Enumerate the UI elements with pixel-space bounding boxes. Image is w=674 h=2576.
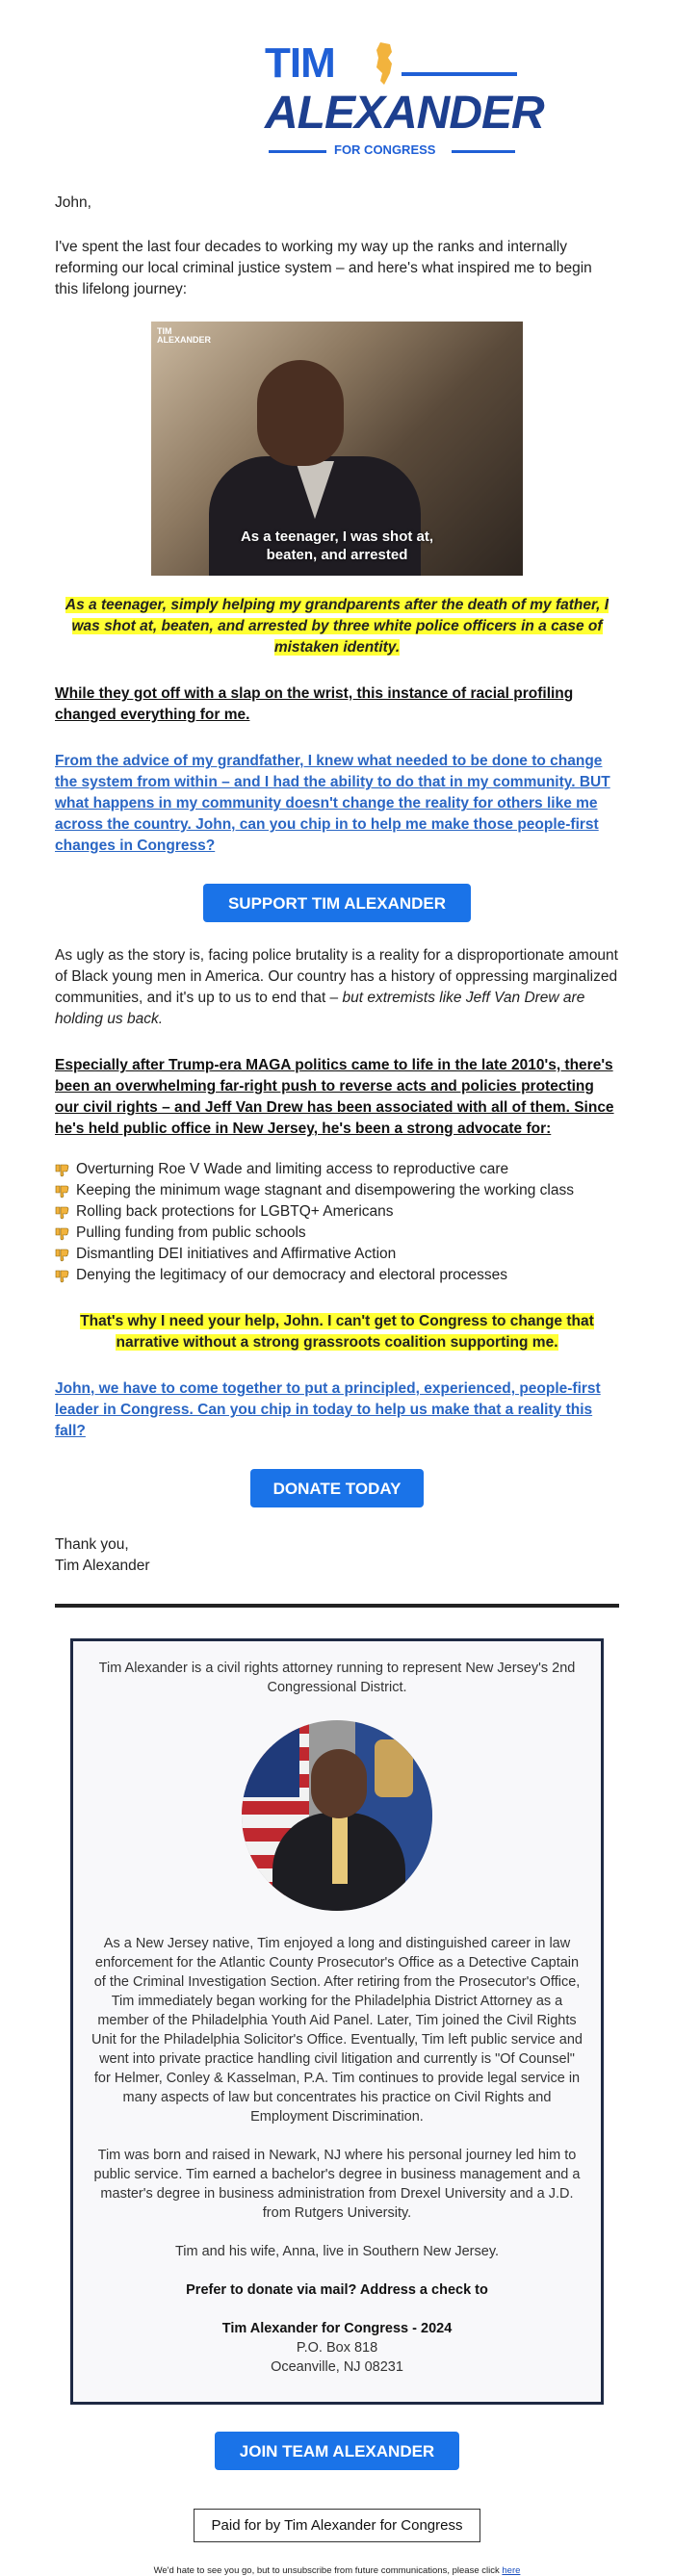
video-person-head (257, 360, 344, 466)
support-button[interactable]: SUPPORT TIM ALEXANDER (203, 884, 471, 922)
greeting: John, (55, 194, 91, 211)
thumbs-down-icon (55, 1162, 70, 1177)
logo-tagline-rule-left (269, 150, 326, 153)
video-caption: As a teenager, I was shot at, beaten, and arrested (240, 528, 434, 563)
thumbs-down-icon (55, 1268, 70, 1283)
paid-for-disclaimer: Paid for by Tim Alexander for Congress (194, 2509, 480, 2542)
list-item-text: Denying the legitimacy of our democracy and electoral processes (76, 1267, 508, 1283)
bio-box (70, 1638, 604, 2405)
email-container (55, 0, 619, 2576)
highlight-story-text: As a teenager, simply helping my grandparents after the death of my father, I was shot at, beaten, and arrested by three white police officers in a case of mistaken identity. (65, 597, 609, 656)
list-item (55, 1201, 619, 1223)
mail-name: Tim Alexander for Congress - 2024 (221, 2321, 453, 2336)
portrait-head (311, 1749, 367, 1818)
nj-flag-seal (375, 1739, 413, 1797)
highlight-help-text: That's why I need your help, John. I can't get to Congress to change that narrative without a strong grassroots coalition supporting me. (80, 1313, 594, 1351)
us-flag-stars (242, 1720, 299, 1797)
logo-tagline-rule-right (452, 150, 515, 153)
highlight-story (55, 595, 619, 658)
donate-link-paragraph-1[interactable]: From the advice of my grandfather, I knew what needed to be done to change the system from within – and I had the ability to do that in my community. BUT what happens in my community doesn't change the reality for others like me across the country. John, can you chip in to help me make those people-first changes in Congress? (55, 753, 610, 854)
list-item-text: Rolling back protections for LGBTQ+ Americans (76, 1203, 394, 1220)
logo-rule (402, 72, 517, 76)
signature: Tim Alexander (55, 1558, 150, 1574)
thumbs-down-icon (55, 1225, 70, 1241)
signoff: Thank you, (55, 1536, 129, 1553)
intro-paragraph: I've spent the last four decades to working my way up the ranks and internally reforming our local criminal justice system – and here's what inspired me to begin this lifelong journey: (55, 239, 592, 297)
thumbs-down-icon (55, 1247, 70, 1262)
video-thumbnail[interactable] (151, 322, 523, 576)
highlight-help (55, 1311, 619, 1353)
opponent-record-list (55, 1159, 619, 1286)
logo-last-name: ALEXANDER (265, 88, 544, 139)
list-item (55, 1244, 619, 1265)
video-logo-bottom: ALEXANDER (157, 335, 212, 345)
mail-city: Oceanville, NJ 08231 (271, 2359, 403, 2375)
list-item-text: Keeping the minimum wage stagnant and disempowering the working class (76, 1182, 574, 1198)
police-brutality-text: As ugly as the story is, facing police brutality is a reality for a disproportionate amount of Black young men in America. Our country has a history of oppressing marginalized communities, and it's up to us to end that – (55, 947, 618, 1006)
video-logo-top: TIM (157, 326, 172, 336)
mail-box: P.O. Box 818 (296, 2340, 378, 2356)
video-logo (157, 327, 211, 345)
list-item-text: Pulling funding from public schools (76, 1224, 306, 1241)
unsubscribe-text: We'd hate to see you go, but to unsubscribe from future communications, please click (153, 2565, 503, 2576)
list-item-text: Dismantling DEI initiatives and Affirmative Action (76, 1246, 397, 1262)
thumbs-down-icon (55, 1183, 70, 1198)
candidate-portrait (242, 1720, 432, 1911)
bio-career: As a New Jersey native, Tim enjoyed a long and distinguished career in law enforcement for the Atlantic County Prosecutor's Office as a Detective Captain of the Criminal Investigation Section. After retiring from the Prosecutor's Office, Tim immediately began working for the Philadelphia District Attorney as a member of the Philadelphia Youth Aid Panel. Later, Tim joined the Civil Rights Unit for the Philadelphia Solicitor's Office. Eventually, Tim left public service and went into private practice handling civil litigation and currently is "Of Counsel" for Helmer, Conley & Kasselman, P.A. Tim continues to provide legal service in many aspects of law but concentrates his practice on Civil Rights and Employment Discrimination. (91, 1936, 583, 2125)
police-brutality-emphasis: but extremists like Jeff Van Drew are holding us back. (55, 990, 585, 1027)
campaign-logo (55, 0, 619, 157)
thumbs-down-icon (55, 1204, 70, 1220)
bio-family: Tim and his wife, Anna, live in Southern New Jersey. (174, 2244, 500, 2259)
list-item (55, 1159, 619, 1180)
bio-intro: Tim Alexander is a civil rights attorney running to represent New Jersey's 2nd Congressional District. (98, 1661, 576, 1695)
list-item-text: Overturning Roe V Wade and limiting access to reproductive care (76, 1161, 509, 1177)
logo-first-name: TIM (265, 39, 335, 87)
unsubscribe-link[interactable]: here (502, 2565, 521, 2576)
donate-link-paragraph-2[interactable]: John, we have to come together to put a principled, experienced, people-first leader in Congress. Can you chip in today to help us make that a reality this fall? (55, 1380, 601, 1439)
list-item (55, 1223, 619, 1244)
maga-paragraph: Especially after Trump-era MAGA politics came to life in the late 2010's, there's been an overwhelming far-right push to reverse acts and policies protecting our civil rights – and Jeff Van Drew has been associated with all of them. Since he's held public office in New Jersey, he's been a strong advocate for: (55, 1057, 614, 1137)
profiling-paragraph: While they got off with a slap on the wrist, this instance of racial profiling changed everything for me. (55, 685, 574, 723)
join-team-button[interactable]: JOIN TEAM ALEXANDER (215, 2432, 459, 2470)
bio-education: Tim was born and raised in Newark, NJ where his personal journey led him to public service. Tim earned a bachelor's degree in business management and a master's degree in business administration from Drexel University and a J.D. from Rutgers University. (93, 2148, 581, 2221)
logo-tagline: FOR CONGRESS (334, 142, 436, 157)
donate-button[interactable]: DONATE TODAY (250, 1469, 424, 1507)
list-item (55, 1180, 619, 1201)
portrait-tie (332, 1816, 348, 1884)
mail-heading: Prefer to donate via mail? Address a check to (186, 2282, 488, 2298)
unsubscribe-line (55, 2565, 619, 2576)
list-item (55, 1265, 619, 1286)
divider (55, 1604, 619, 1608)
police-brutality-paragraph (55, 945, 619, 1030)
new-jersey-map-icon (375, 42, 394, 85)
